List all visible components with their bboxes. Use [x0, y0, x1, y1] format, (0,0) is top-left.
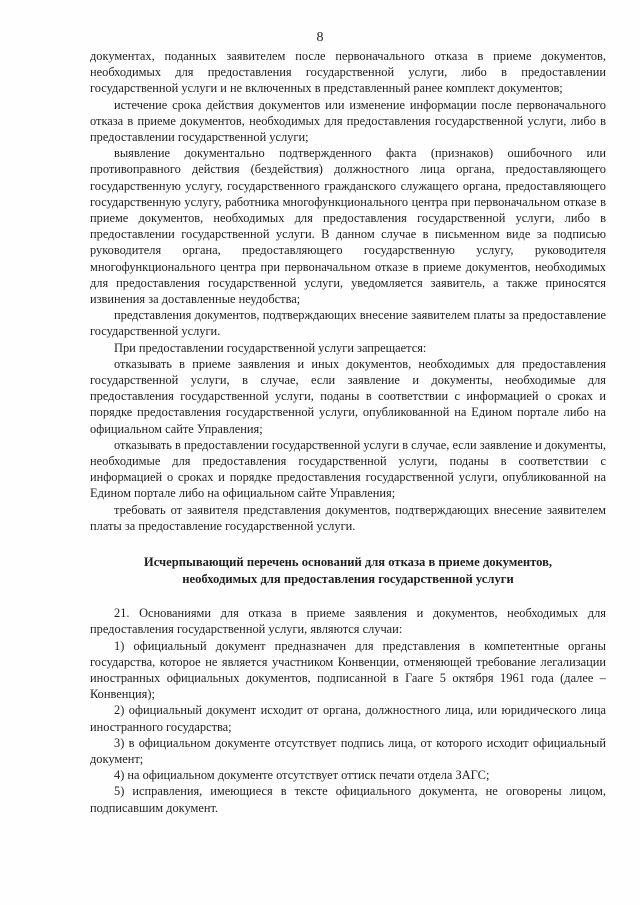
section-heading-line: необходимых для предоставления государственной услуги: [182, 571, 514, 586]
list-item: 1) официальный документ предназначен для представления в компетентные органы государства, которое не является участником Конвенции, отменяющей требование легализации иностранных официальных документов, подписанной в Гааге 5 октября 1961 года (далее – Конвенция);: [90, 638, 606, 702]
paragraph: требовать от заявителя представления документов, подтверждающих внесение заявителем платы за предоставление государственной услуги.: [90, 502, 606, 533]
paragraph: представления документов, подтверждающих внесение заявителем платы за предоставление государственной услуги.: [90, 308, 606, 339]
paragraph: документах, поданных заявителем после первоначального отказа в приеме документов, необходимых для предоставления государственной услуги, либо в предоставлении государственной услуги и не включенных в представленный ранее комплект документов;: [90, 49, 606, 96]
paragraph: При предоставлении государственной услуги запрещается:: [114, 340, 427, 355]
paragraph: отказывать в приеме заявления и иных документов, необходимых для предоставления государственной услуги, в случае, если заявление и документы, необходимые для предоставления государственной услуги, поданы в соответствии с информацией о сроках и порядке предоставления государственной услуги, опубликованной на Едином портале либо на официальном сайте Управления;: [90, 356, 606, 436]
list-item: 2) официальный документ исходит от органа, должностного лица, или юридического лица иностранного государства;: [90, 703, 606, 734]
paragraph: отказывать в предоставлении государственной услуги в случае, если заявление и документы, необходимые для предоставления государственной услуги, поданы в соответствии с информацией о сроках и порядке предоставления государственной услуги, опубликованной на Едином портале либо на официальном сайте Управления;: [90, 437, 606, 501]
paragraph: истечение срока действия документов или изменение информации после первоначального отказа в приеме документов, необходимых для предоставления государственной услуги, либо в предоставлении государственной услуги;: [90, 97, 606, 145]
page-number: 8: [316, 30, 324, 45]
section-heading: [90, 554, 606, 587]
section-heading-line: Исчерпывающий перечень оснований для отказа в приеме документов,: [143, 555, 553, 570]
list-item: 4) на официальном документе отсутствует оттиск печати отдела ЗАГС;: [114, 768, 490, 783]
list-item: 5) исправления, имеющиеся в тексте официального документа, не оговорены лицом, подписавшим документ.: [90, 784, 606, 815]
list-item: 3) в официальном документе отсутствует подпись лица, от которого исходит официальный документ;: [90, 735, 606, 766]
paragraph: выявление документально подтвержденного факта (признаков) ошибочного или противоправного действия (бездействия) должностного лица органа, предоставляющего государственную услугу, государственного гражданского служащего органа, предоставляющего государственную услугу, работника многофункционального центра при первоначальном отказе в приеме документов, необходимых для предоставления государственной услуги, либо в предоставлении государственной услуги. В данном случае в письменном виде за подписью руководителя органа, предоставляющего государственную услугу, руководителя многофункционального центра при первоначальном отказе в приеме документов, необходимых для предоставления государственной услуги, уведомляется заявитель, а также приносятся извинения за доставленные неудобства;: [90, 146, 606, 307]
document-body: [90, 48, 606, 816]
paragraph: 21. Основаниями для отказа в приеме заявления и документов, необходимых для предоставления государственной услуги, являются случаи:: [90, 606, 606, 637]
